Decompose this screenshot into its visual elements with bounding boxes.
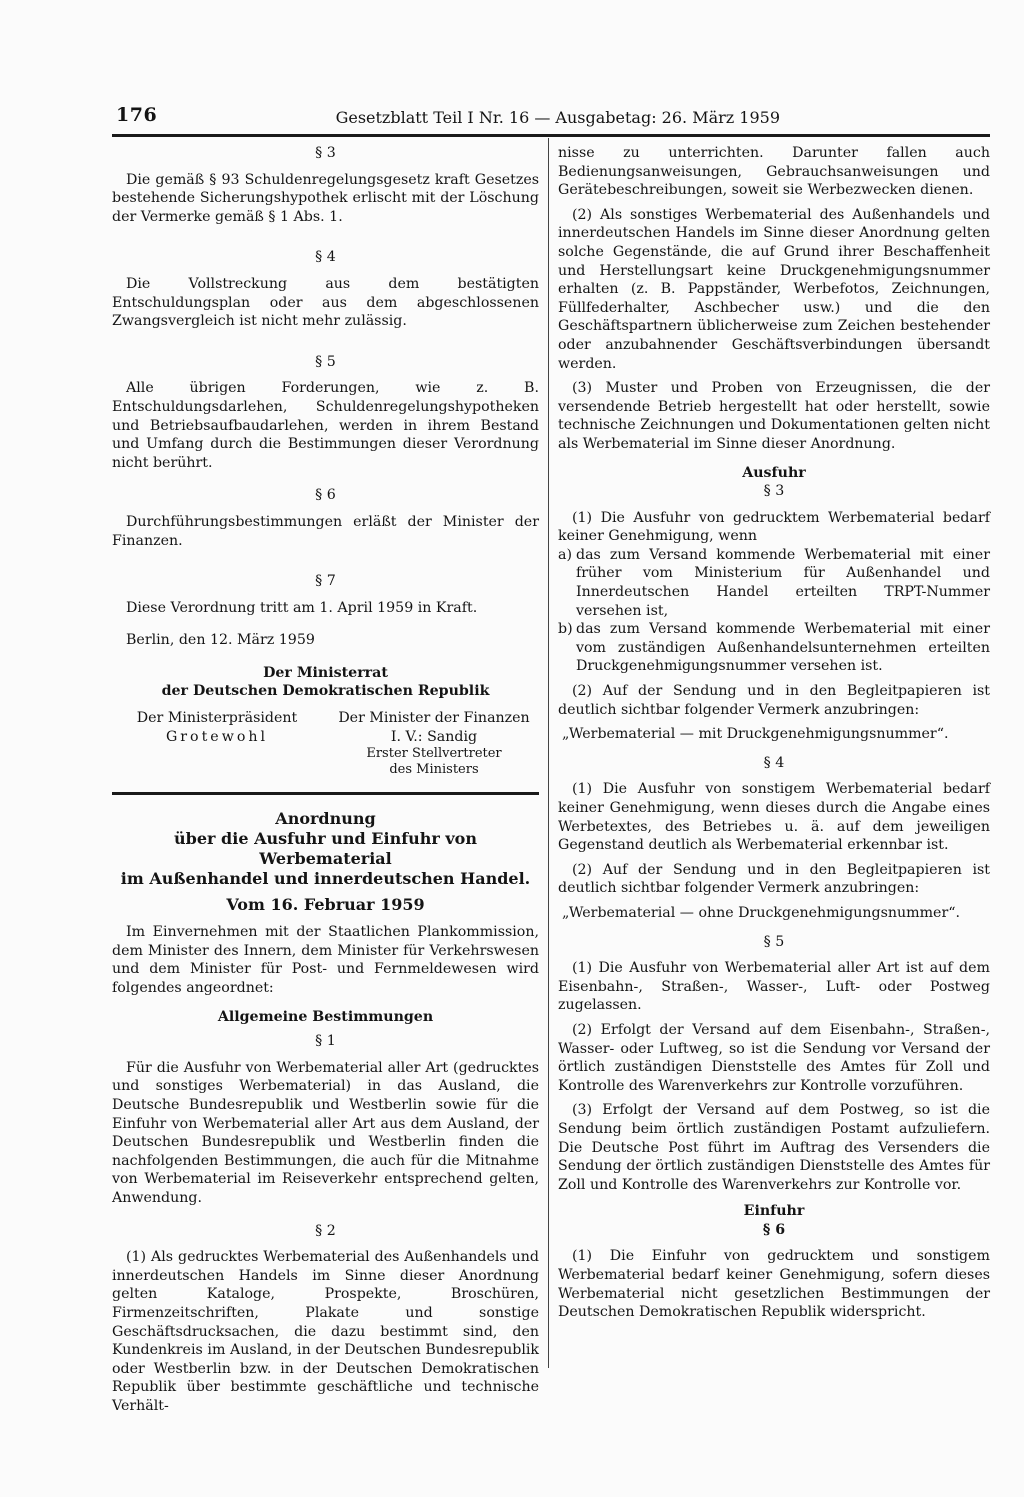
article-3-item-a-text: das zum Versand kommende Werbematerial mit einer früher vom Ministerium für Außenhandel und Innerdeutschen Handel erteilten TRPT-Nummer versehen ist, xyxy=(576,546,990,619)
article-3-item-b xyxy=(558,620,990,676)
article-2-paragraph-2: (2) Als sonstiges Werbematerial des Außenhandels und innerdeutschen Handels im Sinne dieser Anordnung gelten solche Gegenstände, die auf Grund ihrer Beschaffenheit und Herstellungsart keine Druckgenehmigungsnummer erhalten (z. B. Pappständer, Werbefotos, Zeichnungen, Füllfederhalter, Aschbecher usw.) und die den Geschäftspartnern üblicherweise zum Zeichen bestehender oder anzubahnender Geschäftsverbindungen übersandt werden. xyxy=(558,206,990,372)
document-title-1: Anordnung xyxy=(275,809,376,829)
article-5-paragraph-3: (3) Erfolgt der Versand auf dem Postweg, so ist die Sendung beim örtlich zuständigen Postamt aufzuliefern. Die Deutsche Post führt im Auftrag des Versenders die Sendung der örtlich zuständigen Dienststelle des Amtes für Zoll und Kontrolle des Warenverkehrs zur Kontrolle vor. xyxy=(558,1102,990,1193)
article-4-heading: § 4 xyxy=(763,754,785,771)
import-heading: Einfuhr xyxy=(743,1203,805,1220)
article-6-heading: § 6 xyxy=(762,1221,786,1238)
article-3-item-a xyxy=(558,546,990,620)
authority-line-1: Der Ministerrat xyxy=(263,664,388,681)
section-4-heading: § 4 xyxy=(315,249,336,266)
section-3-heading: § 3 xyxy=(315,145,336,161)
authority-line-2: der Deutschen Demokratischen Republik xyxy=(161,683,490,700)
page-number: 176 xyxy=(116,104,158,126)
signature-right-role-1: Erster Stellvertreter xyxy=(366,746,502,762)
export-heading: Ausfuhr xyxy=(742,464,806,481)
section-4-text: Die Vollstreckung aus dem bestätigten Entschuldungsplan oder aus dem abgeschlossenen Zwangsvergleich ist nicht mehr zulässig. xyxy=(112,275,539,330)
place-date: Berlin, den 12. März 1959 xyxy=(126,632,315,649)
article-2-paragraph-3: (3) Muster und Proben von Erzeugnissen, die der versendende Betrieb hergestellt hat oder herstellt, sowie technische Zeichnungen und Dokumentationen gelten nicht als Werbematerial im Sinne dieser Anordnung. xyxy=(558,380,990,452)
article-4-paragraph-2: (2) Auf der Sendung und in den Begleitpapieren ist deutlich sichtbar folgender Vermerk anzubringen: xyxy=(558,861,990,897)
article-1-text: Für die Ausfuhr von Werbematerial aller Art (gedrucktes und sonstiges Werbematerial) in das Ausland, die Deutsche Bundesrepublik und Westberlin sowie für die Einfuhr von Werbematerial aller Art aus dem Ausland, der Deutschen Bundesrepublik und Westberlin finden die nachfolgenden Bestimmungen, die auch für die Mitnahme von Werbematerial im Reiseverkehr entsprechend gelten, Anwendung. xyxy=(112,1059,539,1206)
article-3-paragraph-1: (1) Die Ausfuhr von gedrucktem Werbematerial bedarf keiner Genehmigung, wenn xyxy=(558,509,990,545)
right-column xyxy=(558,144,990,1322)
article-3-item-a-label: a) xyxy=(558,546,572,563)
section-3-text: Die gemäß § 93 Schuldenregelungsgesetz kraft Gesetzes bestehende Sicherungshypothek erlischt mit der Löschung der Vermerke gemäß § 1 Abs. 1. xyxy=(112,171,539,225)
section-5-text: Alle übrigen Forderungen, wie z. B. Entschuldungsdarlehen, Schuldenregelungshypotheken und Betriebsaufbaudarlehen, werden in ihrem Bestand und Umfang durch die Bestimmungen dieser Verordnung nicht berührt. xyxy=(112,380,539,471)
article-5-paragraph-1: (1) Die Ausfuhr von Werbematerial aller Art ist auf dem Eisenbahn-, Straßen-, Wasser-, Luft- oder Postweg zugelassen. xyxy=(558,960,990,1014)
header-rule xyxy=(112,134,990,137)
preamble: Im Einvernehmen mit der Staatlichen Plankommission, dem Minister des Innern, dem Minister für Verkehrswesen und dem Minister für Post- und Fernmeldewesen wird folgendes angeordnet: xyxy=(112,924,539,997)
section-separator-rule xyxy=(112,792,539,795)
signature-right-title: Der Minister der Finanzen xyxy=(338,710,530,727)
article-3-notice: „Werbematerial — mit Druckgenehmigungsnummer“. xyxy=(562,726,949,743)
article-2-heading: § 2 xyxy=(315,1222,336,1239)
article-4-notice: „Werbematerial — ohne Druckgenehmigungsnummer“. xyxy=(562,904,960,921)
article-3-paragraph-2: (2) Auf der Sendung und in den Begleitpapieren ist deutlich sichtbar folgender Vermerk anzubringen: xyxy=(558,683,990,718)
article-5-heading: § 5 xyxy=(763,933,785,950)
general-provisions-heading: Allgemeine Bestimmungen xyxy=(217,1008,434,1025)
running-head: Gesetzblatt Teil I Nr. 16 — Ausgabetag: 26. März 1959 xyxy=(335,108,780,127)
signature-right-name: I. V.: Sandig xyxy=(390,728,478,745)
article-2-paragraph-1-continued: nisse zu unterrichten. Darunter fallen auch Bedienungsanweisungen, Gebrauchsanweisungen und Gerätebeschreibungen, soweit sie Werbezwecken dienen. xyxy=(558,145,990,199)
left-column xyxy=(112,144,539,1416)
section-5-heading: § 5 xyxy=(315,353,336,370)
signature-left xyxy=(112,709,322,778)
column-divider xyxy=(548,138,549,1368)
section-7-text: Diese Verordnung tritt am 1. April 1959 in Kraft. xyxy=(126,599,478,616)
section-6-heading: § 6 xyxy=(315,487,336,504)
signature-left-title: Der Ministerpräsident xyxy=(136,710,298,727)
article-2-paragraph-1: (1) Als gedrucktes Werbematerial des Außenhandels und innerdeutschen Handels im Sinne dieser Anordnung gelten Kataloge, Prospekte, Broschüren, Firmenzeitschriften, Plakate und sonstige Geschäftsdrucksachen, die dazu bestimmt sind, den Kundenkreis im Ausland, in der Deutschen Bundesrepublik oder Westberlin bzw. in der Deutschen Demokratischen Republik über bestimmte geschäftliche und technische Verhält- xyxy=(112,1249,539,1414)
document-date: Vom 16. Februar 1959 xyxy=(226,895,425,915)
article-4-paragraph-1: (1) Die Ausfuhr von sonstigem Werbematerial bedarf keiner Genehmigung, wenn dieses durch die Angabe eines Werbetextes, des Betriebes u. ä. auf dem jeweiligen Gegenstand deutlich als Werbematerial erkennbar ist. xyxy=(558,781,990,854)
article-3-item-b-label: b) xyxy=(558,621,573,638)
section-7-heading: § 7 xyxy=(315,573,336,590)
article-6-paragraph-1: (1) Die Einfuhr von gedrucktem und sonstigem Werbematerial bedarf keiner Genehmigung, sofern dieses Werbematerial nicht gesetzlichen Bestimmungen der Deutschen Demokratischen Republik widerspricht. xyxy=(558,1248,990,1321)
article-1-heading: § 1 xyxy=(315,1033,336,1050)
signature-right xyxy=(329,709,539,778)
section-6-text: Durchführungsbestimmungen erläßt der Minister der Finanzen. xyxy=(112,513,539,549)
article-3-heading: § 3 xyxy=(763,483,785,500)
signature-right-role-2: des Ministers xyxy=(389,762,479,778)
document-title-2: über die Ausfuhr und Einfuhr von Werbematerial xyxy=(174,829,477,869)
signature-block xyxy=(112,709,539,778)
document-title-3: im Außenhandel und innerdeutschen Handel. xyxy=(120,869,531,889)
article-5-paragraph-2: (2) Erfolgt der Versand auf dem Eisenbahn-, Straßen-, Wasser- oder Luftweg, so ist die Sendung vor Versand der örtlich zuständigen Dienststelle des Amtes für Zoll und Kontrolle des Warenverkehrs zur Kontrolle vorzuführen. xyxy=(558,1021,990,1094)
article-3-item-b-text: das zum Versand kommende Werbematerial mit einer vom zuständigen Außenhandelsunternehmen erteilten Druckgenehmigungsnummer versehen ist. xyxy=(576,621,990,675)
signature-left-name: Grotewohl xyxy=(165,728,269,745)
